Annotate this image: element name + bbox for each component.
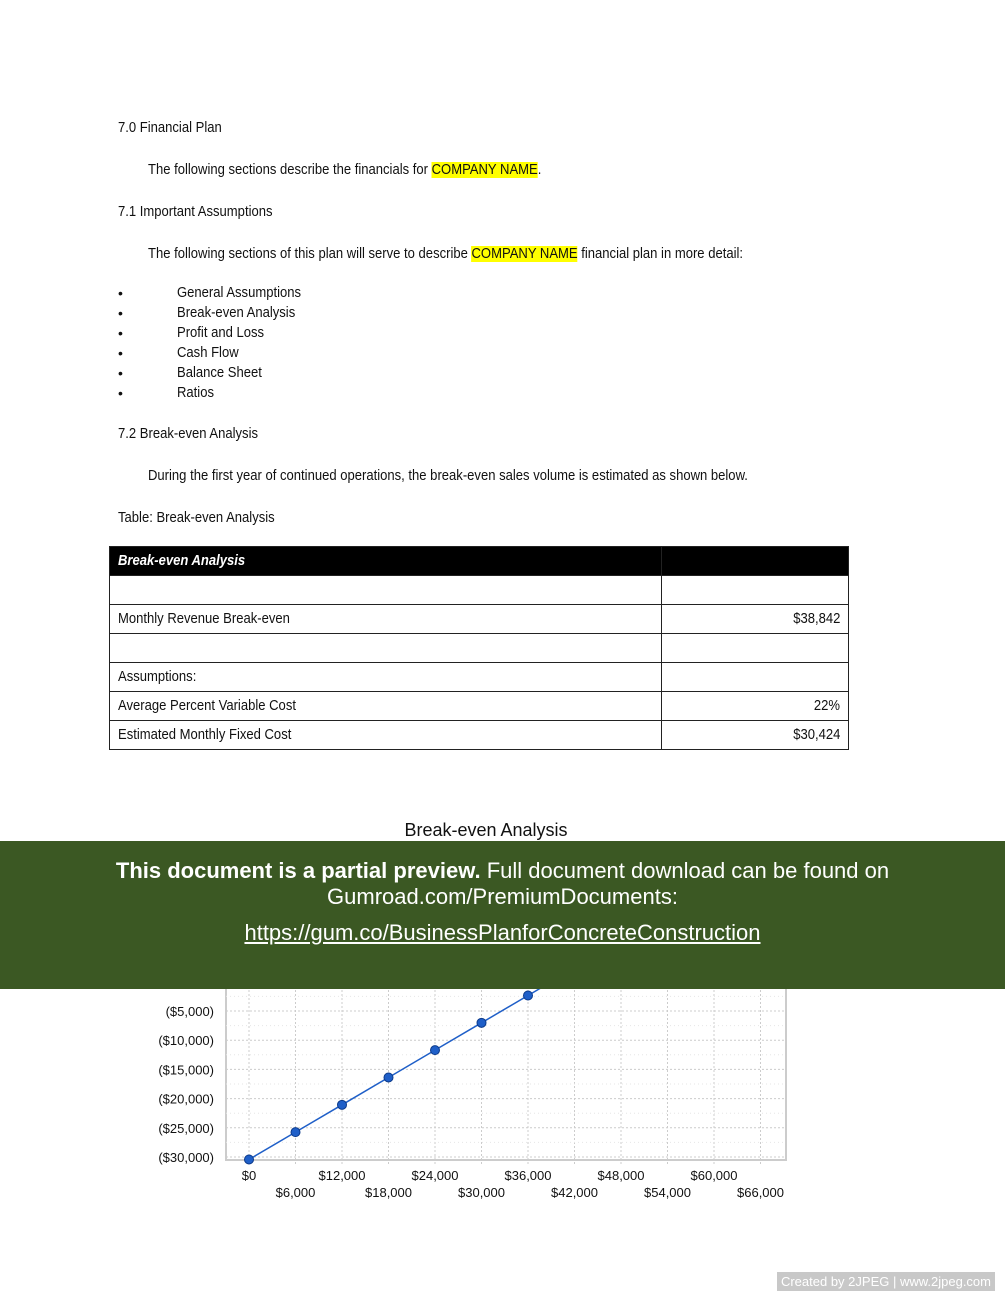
chart-title: Break-even Analysis xyxy=(404,820,568,840)
banner-text: Full document download can be found on xyxy=(480,858,890,883)
bullet-item: General Assumptions xyxy=(177,285,302,301)
bullet-icon: • xyxy=(118,285,123,301)
bullet-item: Break-even Analysis xyxy=(177,305,296,321)
row-label: Monthly Revenue Break-even xyxy=(118,611,290,627)
text: . xyxy=(537,162,542,178)
text: The following sections of this plan will serve to describe xyxy=(148,246,472,262)
bullet-icon: • xyxy=(118,345,123,361)
bullet-icon: • xyxy=(118,385,123,401)
x-tick-label: $66,000 xyxy=(737,1185,784,1200)
row-label: Average Percent Variable Cost xyxy=(118,698,296,714)
x-tick-label: $60,000 xyxy=(690,1168,738,1183)
bullet-icon: • xyxy=(118,365,123,381)
x-tick-label: $6,000 xyxy=(275,1185,316,1200)
x-tick-label: $18,000 xyxy=(365,1185,412,1200)
row-value: $30,424 xyxy=(792,727,840,743)
bullet-icon: • xyxy=(118,305,123,321)
x-tick-label: $36,000 xyxy=(504,1168,552,1183)
download-link[interactable]: https://gum.co/BusinessPlanforConcreteConstruction xyxy=(244,920,761,945)
heading-7-0: 7.0 Financial Plan xyxy=(118,120,222,136)
heading-7-1: 7.1 Important Assumptions xyxy=(118,204,273,220)
row-value: 22% xyxy=(813,698,840,714)
bullet-item: Balance Sheet xyxy=(177,365,262,381)
banner-bold-text: This document is a partial preview. xyxy=(115,858,481,883)
row-label: Estimated Monthly Fixed Cost xyxy=(118,727,292,743)
text: The following sections describe the financials for xyxy=(148,162,432,178)
table-header: Break-even Analysis xyxy=(118,553,246,569)
text: financial plan in more detail: xyxy=(577,246,744,262)
data-point xyxy=(431,1046,440,1055)
highlight-company-name: COMPANY NAME xyxy=(471,246,578,262)
data-point xyxy=(384,1073,393,1082)
banner-text-line2: Gumroad.com/PremiumDocuments: xyxy=(327,884,678,909)
bullet-icon: • xyxy=(118,325,123,341)
x-tick-label: $12,000 xyxy=(318,1168,366,1183)
row-value: $38,842 xyxy=(792,611,840,627)
data-point xyxy=(291,1128,300,1137)
bullet-item: Ratios xyxy=(177,385,214,401)
data-point xyxy=(338,1100,347,1109)
x-tick-label: $0 xyxy=(241,1168,257,1183)
data-point xyxy=(524,991,533,1000)
highlight-company-name: COMPANY NAME xyxy=(431,162,538,178)
table-caption: Table: Break-even Analysis xyxy=(118,510,275,526)
bullet-item: Cash Flow xyxy=(177,345,239,361)
y-tick-label: ($10,000) xyxy=(158,1033,214,1049)
watermark: Created by 2JPEG | www.2jpeg.com xyxy=(777,1272,995,1291)
heading-7-2: 7.2 Break-even Analysis xyxy=(118,426,259,442)
y-tick-label: ($30,000) xyxy=(158,1150,214,1165)
data-point xyxy=(477,1018,486,1027)
x-tick-label: $42,000 xyxy=(551,1185,598,1200)
preview-banner xyxy=(0,841,1005,989)
x-tick-label: $30,000 xyxy=(458,1185,505,1200)
x-tick-label: $54,000 xyxy=(644,1185,691,1200)
paragraph-break-even: During the first year of continued operations, the break-even sales volume is estimated as shown below. xyxy=(148,468,748,484)
y-tick-label: ($20,000) xyxy=(158,1091,214,1107)
row-label: Assumptions: xyxy=(118,669,197,685)
y-tick-label: ($15,000) xyxy=(158,1062,214,1078)
data-point xyxy=(245,1155,254,1164)
y-tick-label: ($5,000) xyxy=(165,1004,214,1019)
y-tick-label: ($25,000) xyxy=(158,1120,214,1136)
x-tick-label: $24,000 xyxy=(411,1168,459,1183)
x-tick-label: $48,000 xyxy=(597,1168,645,1183)
bullet-item: Profit and Loss xyxy=(177,325,265,341)
